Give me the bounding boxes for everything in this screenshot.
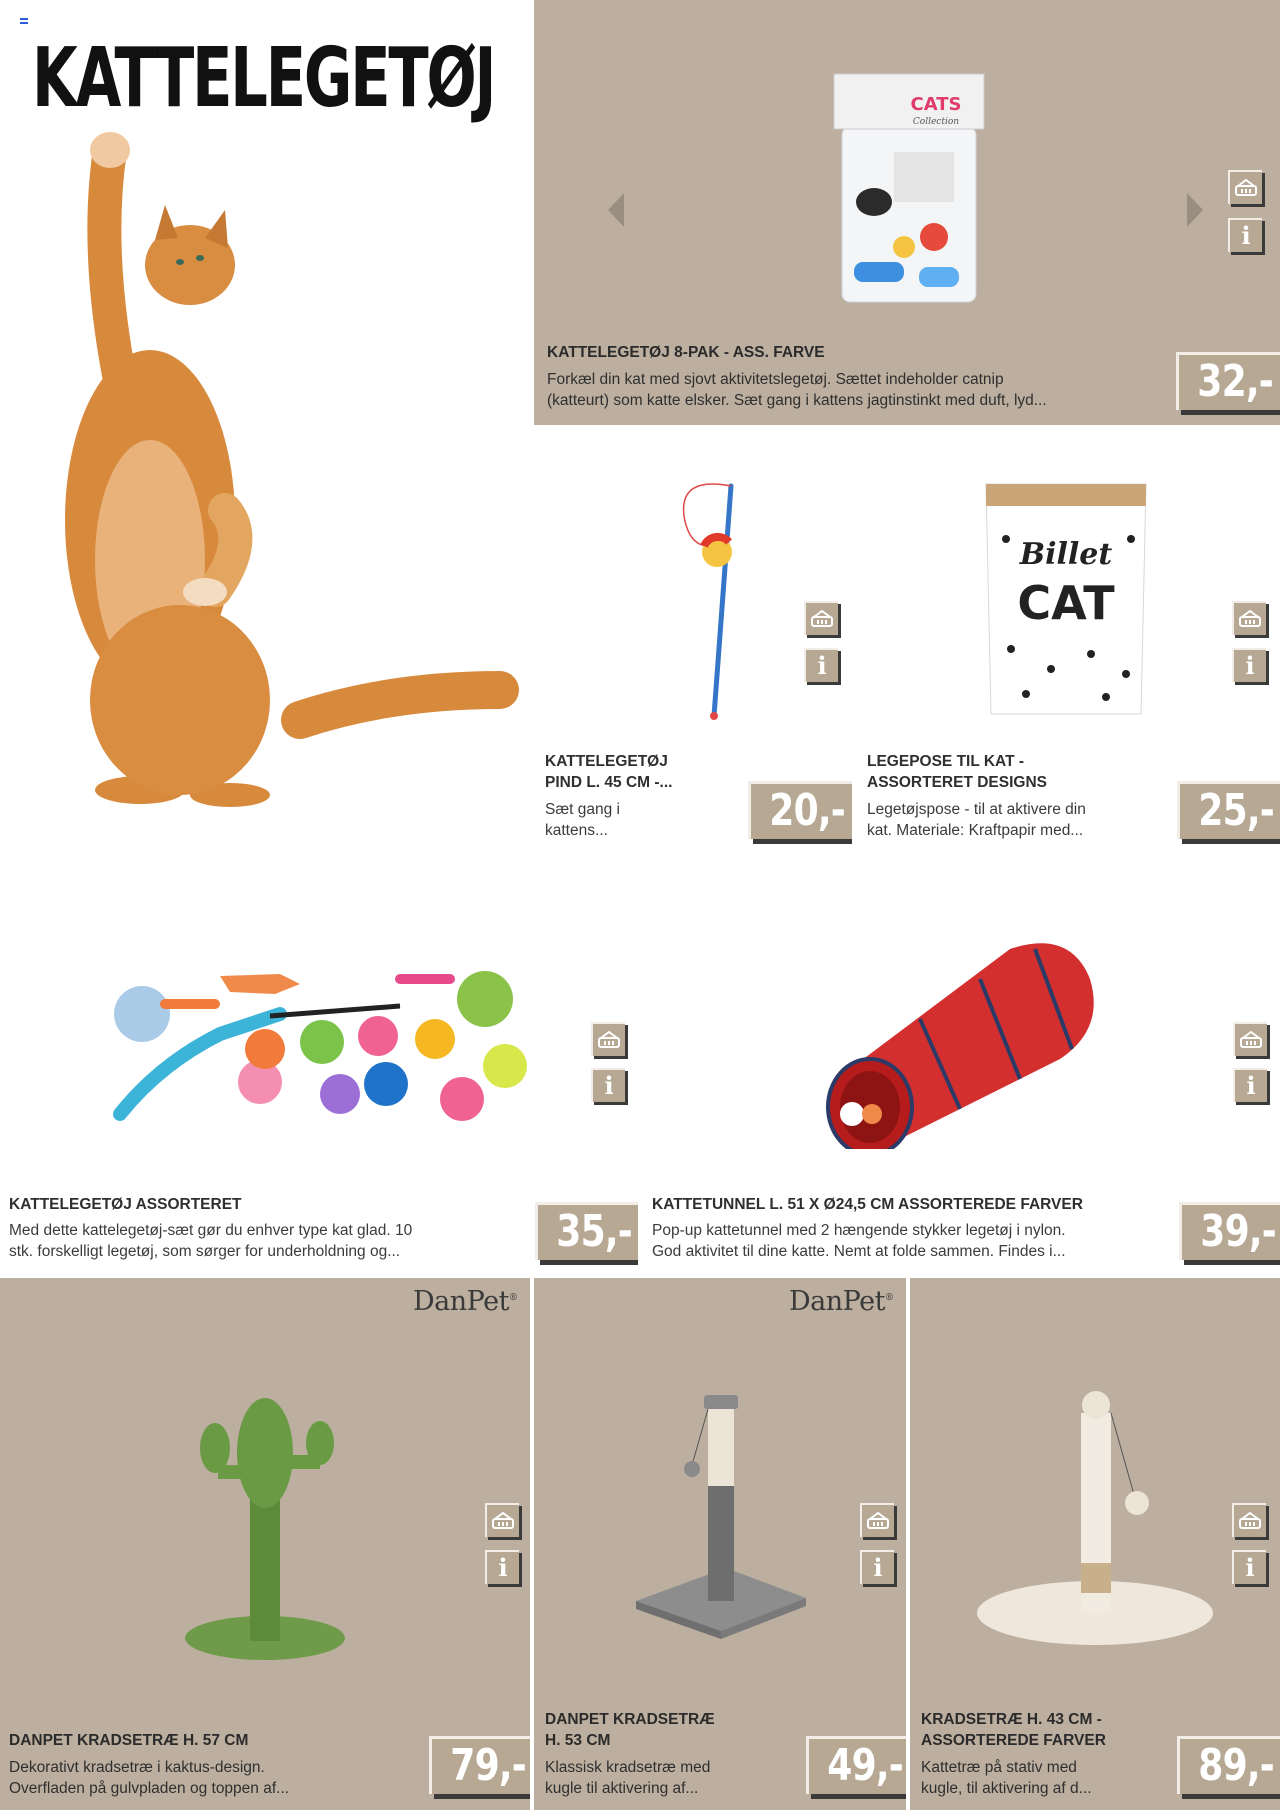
product-desc-line1: Kattetræ på stativ med — [921, 1759, 1077, 1776]
product-name-line2: H. 53 CM — [545, 1732, 611, 1749]
product-tile-cat-toy-8pack[interactable] — [534, 0, 1280, 425]
cat-photo — [0, 0, 530, 850]
info-button[interactable] — [591, 1068, 625, 1102]
product-image-scratcher-53 — [626, 1373, 816, 1643]
add-to-basket-button[interactable] — [1232, 601, 1266, 635]
product-name-line2: ASSORTEREDE FARVER — [921, 1732, 1106, 1749]
product-tile-cat-wand[interactable] — [534, 429, 852, 850]
add-to-basket-button[interactable] — [485, 1503, 519, 1537]
product-name: DANPET KRADSETRÆ H. 57 CM — [9, 1732, 249, 1749]
product-image-assorted-toys — [100, 954, 530, 1144]
product-desc-line2: kattens... — [545, 822, 608, 839]
registered-mark: ® — [508, 1293, 518, 1303]
price-tag: 89,- — [1177, 1736, 1280, 1794]
product-name: KATTETUNNEL L. 51 X Ø24,5 CM ASSORTEREDE FARVER — [652, 1196, 1083, 1213]
info-button[interactable] — [804, 648, 838, 682]
info-icon: i — [1241, 221, 1251, 250]
brand-logo: DanPet® — [413, 1286, 518, 1317]
basket-icon — [866, 1512, 890, 1530]
product-desc-line2: Overfladen på gulvpladen og toppen af... — [9, 1780, 290, 1797]
product-tile-play-bag[interactable] — [856, 429, 1280, 850]
page-title: KATTELEGETØJ — [32, 31, 495, 126]
svg-text:CAT: CAT — [1017, 576, 1115, 630]
arrow-left-icon[interactable] — [608, 193, 624, 227]
add-to-basket-button[interactable] — [1228, 170, 1262, 204]
product-name-line1: LEGEPOSE TIL KAT - — [867, 753, 1025, 770]
arrow-right-icon[interactable] — [1187, 193, 1203, 227]
add-to-basket-button[interactable] — [591, 1022, 625, 1056]
package-subtitle: Collection — [912, 117, 960, 127]
product-desc-line1: Med dette kattelegetøj-sæt gør du enhver type kat glad. 10 — [9, 1222, 413, 1239]
product-image-cactus-scratcher — [180, 1393, 350, 1663]
basket-icon — [1234, 179, 1258, 197]
price-tag: 49,- — [806, 1736, 906, 1794]
product-desc-line1: Legetøjspose - til at aktivere din — [867, 801, 1086, 818]
price-tag: 32,- — [1176, 352, 1280, 410]
product-desc-line2: kugle til aktivering af... — [545, 1780, 699, 1797]
add-to-basket-button[interactable] — [860, 1503, 894, 1537]
product-desc-line1: Klassisk kradsetræ med — [545, 1759, 711, 1776]
price-tag: 25,- — [1177, 781, 1280, 839]
product-tile-cactus-scratcher[interactable] — [0, 1278, 530, 1810]
info-icon: i — [498, 1553, 508, 1582]
product-name-line2: ASSORTERET DESIGNS — [867, 774, 1047, 791]
product-image-wand — [649, 476, 769, 726]
basket-icon — [1239, 1031, 1263, 1049]
info-icon: i — [1245, 1553, 1255, 1582]
product-desc-line1: Forkæl din kat med sjovt aktivitetslegetøj. Sættet indeholder catnip — [547, 371, 1004, 388]
info-button[interactable] — [1232, 1550, 1266, 1584]
add-to-basket-button[interactable] — [1232, 1503, 1266, 1537]
basket-icon — [597, 1031, 621, 1049]
product-tile-scratcher-53[interactable] — [534, 1278, 906, 1810]
brand-logo: DanPet® — [789, 1286, 894, 1317]
product-desc-line2: kat. Materiale: Kraftpapir med... — [867, 822, 1084, 839]
info-icon: i — [604, 1071, 614, 1100]
product-image-tunnel — [810, 919, 1110, 1149]
info-icon: i — [873, 1553, 883, 1582]
product-name: KATTELEGETØJ ASSORTERET — [9, 1196, 242, 1213]
info-button[interactable] — [1228, 218, 1262, 252]
add-to-basket-button[interactable] — [804, 601, 838, 635]
product-tile-scratcher-43[interactable] — [910, 1278, 1280, 1810]
info-button[interactable] — [860, 1550, 894, 1584]
product-name: KATTELEGETØJ 8-PAK - ASS. FARVE — [547, 344, 825, 361]
price-tag: 20,- — [748, 781, 852, 839]
product-desc-line2: God aktivitet til dine katte. Nemt at folde sammen. Findes i... — [652, 1243, 1066, 1260]
product-name-line1: DANPET KRADSETRÆ — [545, 1711, 715, 1728]
price-tag: 39,- — [1179, 1202, 1280, 1260]
registered-mark: ® — [884, 1293, 894, 1303]
product-desc-line2: (katteurt) som katte elsker. Sæt gang i kattens jagtinstinkt med duft, lyd... — [547, 392, 1047, 409]
svg-text:Billet: Billet — [1019, 537, 1113, 572]
price-tag: 79,- — [429, 1736, 530, 1794]
add-to-basket-button[interactable] — [1233, 1022, 1267, 1056]
info-icon: i — [1246, 1071, 1256, 1100]
product-desc-line1: Sæt gang i — [545, 801, 620, 818]
product-desc-line2: kugle, til aktivering af d... — [921, 1780, 1092, 1797]
product-tile-assorted-toys[interactable] — [0, 854, 638, 1274]
product-name-line2: PIND L. 45 CM -... — [545, 774, 673, 791]
product-desc-line1: Pop-up kattetunnel med 2 hængende stykker legetøj i nylon. — [652, 1222, 1066, 1239]
price-tag: 35,- — [535, 1202, 638, 1260]
product-image-toy-pack — [824, 72, 994, 312]
product-image-scratcher-43 — [975, 1373, 1215, 1653]
product-name-line1: KRADSETRÆ H. 43 CM - — [921, 1711, 1102, 1728]
product-name-line1: KATTELEGETØJ — [545, 753, 668, 770]
product-tile-cat-tunnel[interactable] — [642, 854, 1280, 1274]
package-brand: CATS — [910, 94, 962, 115]
basket-icon — [1238, 610, 1262, 628]
basket-icon — [1238, 1512, 1262, 1530]
product-desc-line1: Dekorativt kradsetræ i kaktus-design. — [9, 1759, 265, 1776]
hero-tile — [0, 0, 530, 850]
basket-icon — [491, 1512, 515, 1530]
info-icon: i — [817, 651, 827, 680]
info-icon: i — [1245, 651, 1255, 680]
info-button[interactable] — [485, 1550, 519, 1584]
product-image-bag — [981, 479, 1151, 719]
product-desc-line2: stk. forskelligt legetøj, som sørger for underholdning og... — [9, 1243, 401, 1260]
info-button[interactable] — [1233, 1068, 1267, 1102]
info-button[interactable] — [1232, 648, 1266, 682]
basket-icon — [810, 610, 834, 628]
